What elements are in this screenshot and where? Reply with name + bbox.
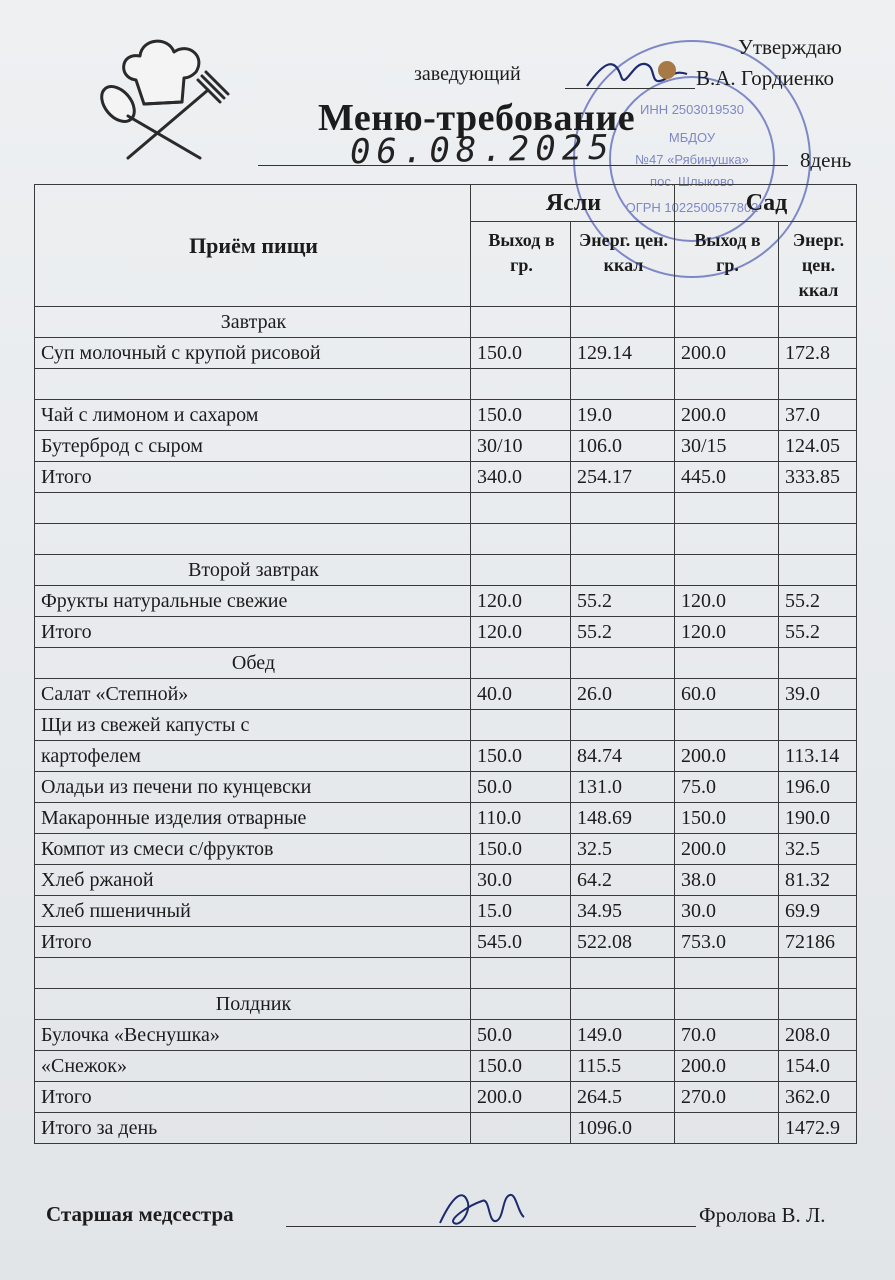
yasli-output-cell: 120.0 (471, 586, 571, 617)
empty-cell (35, 958, 471, 989)
yasli-output-cell: 40.0 (471, 679, 571, 710)
sad-output-cell (675, 1113, 779, 1144)
empty-cell (779, 989, 857, 1020)
dish-name-cell: Суп молочный с крупой рисовой (35, 338, 471, 369)
yasli-group-header: Ясли (471, 185, 675, 222)
sad-energy-cell: 113.14 (779, 741, 857, 772)
empty-cell (675, 524, 779, 555)
dish-name-cell: Хлеб ржаной (35, 865, 471, 896)
sad-output-cell: 120.0 (675, 617, 779, 648)
yasli-energy-cell: 64.2 (571, 865, 675, 896)
empty-cell (675, 989, 779, 1020)
yasli-energy-header: Энерг. цен. ккал (571, 222, 675, 307)
total-row (35, 617, 857, 648)
sad-energy-cell: 333.85 (779, 462, 857, 493)
yasli-energy-cell (571, 710, 675, 741)
yasli-energy-cell: 84.74 (571, 741, 675, 772)
dish-name-cell: «Снежок» (35, 1051, 471, 1082)
dish-name-cell: Булочка «Веснушка» (35, 1020, 471, 1051)
head-position-label: заведующий (414, 63, 521, 85)
dish-name-cell: картофелем (35, 741, 471, 772)
table-row (35, 1051, 857, 1082)
handwritten-date: 06.08.2025 (349, 127, 616, 173)
yasli-output-cell: 30/10 (471, 431, 571, 462)
section-title: Полдник (35, 989, 471, 1020)
empty-cell (779, 524, 857, 555)
yasli-energy-cell: 1096.0 (571, 1113, 675, 1144)
yasli-output-cell: 200.0 (471, 1082, 571, 1113)
sad-output-cell: 70.0 (675, 1020, 779, 1051)
yasli-energy-cell: 106.0 (571, 431, 675, 462)
dish-name-cell: Компот из смеси с/фруктов (35, 834, 471, 865)
meal-column-header: Приём пищи (35, 185, 471, 307)
empty-cell (675, 493, 779, 524)
sad-energy-header: Энерг. цен. ккал (779, 222, 857, 307)
sad-energy-cell: 362.0 (779, 1082, 857, 1113)
empty-cell (471, 648, 571, 679)
empty-cell (471, 369, 571, 400)
table-row (35, 803, 857, 834)
nurse-label: Старшая медсестра (46, 1202, 234, 1226)
yasli-output-cell: 15.0 (471, 896, 571, 927)
empty-cell (471, 989, 571, 1020)
yasli-output-cell: 150.0 (471, 741, 571, 772)
empty-cell (779, 369, 857, 400)
empty-cell (471, 493, 571, 524)
dish-name-cell: Макаронные изделия отварные (35, 803, 471, 834)
yasli-energy-cell: 522.08 (571, 927, 675, 958)
sad-output-cell: 30.0 (675, 896, 779, 927)
table-row (35, 741, 857, 772)
total-row (35, 1113, 857, 1144)
day-number: 8день (800, 148, 852, 172)
total-row (35, 1082, 857, 1113)
yasli-energy-cell: 19.0 (571, 400, 675, 431)
nurse-name: Фролова В. Л. (699, 1203, 826, 1227)
sad-energy-cell: 1472.9 (779, 1113, 857, 1144)
empty-cell (675, 648, 779, 679)
empty-cell (571, 493, 675, 524)
page-title: Меню-требование (318, 97, 636, 139)
empty-cell (571, 307, 675, 338)
yasli-output-cell: 150.0 (471, 834, 571, 865)
total-row (35, 462, 857, 493)
sad-energy-cell: 69.9 (779, 896, 857, 927)
empty-cell (471, 524, 571, 555)
yasli-energy-cell: 131.0 (571, 772, 675, 803)
table-row (35, 834, 857, 865)
table-row (35, 586, 857, 617)
sad-output-cell: 445.0 (675, 462, 779, 493)
sad-output-cell: 120.0 (675, 586, 779, 617)
sad-energy-cell: 39.0 (779, 679, 857, 710)
empty-cell (779, 493, 857, 524)
dish-name-cell: Хлеб пшеничный (35, 896, 471, 927)
yasli-output-cell (471, 710, 571, 741)
director-name: В.А. Гордиенко (696, 66, 835, 90)
sad-output-cell: 200.0 (675, 338, 779, 369)
empty-cell (779, 958, 857, 989)
yasli-energy-cell: 34.95 (571, 896, 675, 927)
yasli-output-cell: 110.0 (471, 803, 571, 834)
yasli-energy-cell: 55.2 (571, 617, 675, 648)
empty-cell (675, 369, 779, 400)
empty-cell (35, 524, 471, 555)
empty-cell (779, 555, 857, 586)
sad-energy-cell: 37.0 (779, 400, 857, 431)
empty-cell (571, 555, 675, 586)
yasli-output-cell (471, 1113, 571, 1144)
empty-cell (571, 958, 675, 989)
sad-output-header: Выход в гр. (675, 222, 779, 307)
yasli-energy-cell: 32.5 (571, 834, 675, 865)
empty-cell (35, 493, 471, 524)
section-row (35, 307, 857, 338)
empty-cell (675, 555, 779, 586)
section-title: Завтрак (35, 307, 471, 338)
yasli-energy-cell: 254.17 (571, 462, 675, 493)
yasli-output-cell: 545.0 (471, 927, 571, 958)
sad-output-cell: 200.0 (675, 741, 779, 772)
yasli-output-cell: 30.0 (471, 865, 571, 896)
dish-name-cell: Щи из свежей капусты с (35, 710, 471, 741)
yasli-energy-cell: 26.0 (571, 679, 675, 710)
sad-energy-cell: 154.0 (779, 1051, 857, 1082)
dish-name-cell: Салат «Степной» (35, 679, 471, 710)
empty-cell (471, 307, 571, 338)
sad-energy-cell: 55.2 (779, 617, 857, 648)
table-row (35, 338, 857, 369)
blank-row (35, 524, 857, 555)
sad-output-cell: 200.0 (675, 400, 779, 431)
sad-energy-cell (779, 710, 857, 741)
director-signature-icon (575, 52, 705, 102)
table-row (35, 772, 857, 803)
stamp-line: МБДОУ (668, 130, 716, 145)
sad-energy-cell: 196.0 (779, 772, 857, 803)
table-row (35, 865, 857, 896)
sad-energy-cell: 172.8 (779, 338, 857, 369)
sad-energy-cell: 72186 (779, 927, 857, 958)
sad-output-cell: 38.0 (675, 865, 779, 896)
yasli-energy-cell: 115.5 (571, 1051, 675, 1082)
table-row (35, 400, 857, 431)
stamp-line: пос. Шлыково (650, 174, 734, 189)
dish-name-cell: Итого (35, 617, 471, 648)
sad-output-cell: 30/15 (675, 431, 779, 462)
table-row (35, 896, 857, 927)
empty-cell (779, 307, 857, 338)
yasli-energy-cell: 148.69 (571, 803, 675, 834)
sad-output-cell: 753.0 (675, 927, 779, 958)
empty-cell (675, 958, 779, 989)
empty-cell (779, 648, 857, 679)
menu-table (34, 184, 857, 1144)
nurse-signature-icon (430, 1183, 530, 1238)
sad-energy-cell: 55.2 (779, 586, 857, 617)
sad-output-cell: 75.0 (675, 772, 779, 803)
yasli-output-cell: 340.0 (471, 462, 571, 493)
section-row (35, 555, 857, 586)
yasli-output-cell: 120.0 (471, 617, 571, 648)
dish-name-cell: Бутерброд с сыром (35, 431, 471, 462)
sad-output-cell: 150.0 (675, 803, 779, 834)
blank-row (35, 958, 857, 989)
empty-cell (471, 555, 571, 586)
sad-energy-cell: 208.0 (779, 1020, 857, 1051)
dish-name-cell: Итого (35, 1082, 471, 1113)
empty-cell (571, 369, 675, 400)
empty-cell (571, 524, 675, 555)
empty-cell (471, 958, 571, 989)
sad-energy-cell: 190.0 (779, 803, 857, 834)
yasli-energy-cell: 264.5 (571, 1082, 675, 1113)
dish-name-cell: Итого за день (35, 1113, 471, 1144)
yasli-output-cell: 50.0 (471, 772, 571, 803)
section-row (35, 989, 857, 1020)
yasli-output-cell: 150.0 (471, 338, 571, 369)
yasli-energy-cell: 129.14 (571, 338, 675, 369)
empty-cell (571, 648, 675, 679)
dish-name-cell: Итого (35, 462, 471, 493)
empty-cell (675, 307, 779, 338)
empty-cell (571, 989, 675, 1020)
dish-name-cell: Итого (35, 927, 471, 958)
chef-logo-icon (88, 30, 238, 170)
yasli-energy-cell: 149.0 (571, 1020, 675, 1051)
yasli-output-cell: 150.0 (471, 1051, 571, 1082)
sad-output-cell (675, 710, 779, 741)
section-row (35, 648, 857, 679)
sad-energy-cell: 32.5 (779, 834, 857, 865)
sad-energy-cell: 81.32 (779, 865, 857, 896)
yasli-output-cell: 150.0 (471, 400, 571, 431)
table-row (35, 710, 857, 741)
approval-label: Утверждаю (738, 35, 842, 59)
yasli-energy-cell: 55.2 (571, 586, 675, 617)
stamp-line: ИНН 2503019530 (639, 102, 745, 117)
table-row (35, 1020, 857, 1051)
sad-output-cell: 200.0 (675, 834, 779, 865)
dish-name-cell: Оладьи из печени по кунцевски (35, 772, 471, 803)
sad-group-header: Сад (675, 185, 857, 222)
dish-name-cell: Чай с лимоном и сахаром (35, 400, 471, 431)
sad-output-cell: 60.0 (675, 679, 779, 710)
sad-output-cell: 270.0 (675, 1082, 779, 1113)
section-title: Обед (35, 648, 471, 679)
stamp-line: ОГРН 1022500577802 (625, 200, 759, 215)
table-row (35, 679, 857, 710)
dish-name-cell: Фрукты натуральные свежие (35, 586, 471, 617)
blank-row (35, 493, 857, 524)
blank-row (35, 369, 857, 400)
total-row (35, 927, 857, 958)
yasli-output-header: Выход в гр. (471, 222, 571, 307)
table-row (35, 431, 857, 462)
yasli-output-cell: 50.0 (471, 1020, 571, 1051)
stamp-line: №47 «Рябинушка» (635, 152, 749, 167)
section-title: Второй завтрак (35, 555, 471, 586)
empty-cell (35, 369, 471, 400)
sad-output-cell: 200.0 (675, 1051, 779, 1082)
sad-energy-cell: 124.05 (779, 431, 857, 462)
menu-table-body (35, 307, 857, 1144)
